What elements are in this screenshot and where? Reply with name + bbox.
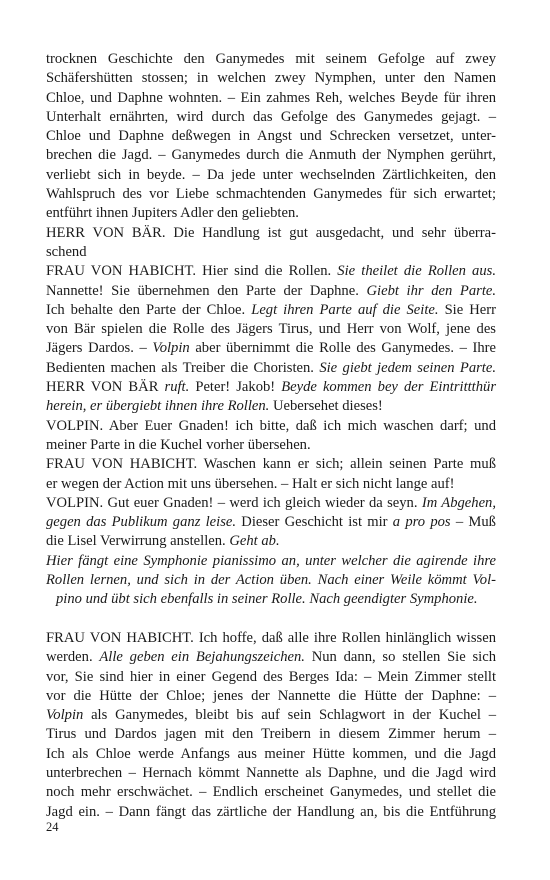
- text-line: [46, 282, 496, 301]
- stage-direction: Giebt ihr den Parte.: [366, 282, 497, 299]
- text-run: brechen die Jagd. – Ganymedes durch die Anmuth der Nymphen gerührt,: [46, 147, 496, 164]
- text-run: Peter! Jakob!: [189, 379, 282, 396]
- text-line: [46, 494, 496, 513]
- text-line: [46, 397, 496, 416]
- text-line: [46, 725, 496, 744]
- text-line: [46, 417, 496, 436]
- text-run: aber übernimmt die Rolle des Ganymedes. – Ihre: [189, 340, 496, 357]
- text-line: [46, 629, 496, 648]
- page-body: [46, 50, 496, 822]
- text-line: [46, 687, 496, 706]
- text-run: Nannette! Sie übernehmen den Parte der Daphne.: [46, 282, 367, 299]
- text-line: [46, 803, 496, 822]
- stage-direction: Rollen lernen, und sich in der Action üben. Nach einer Weile kömmt Vol-: [46, 572, 496, 589]
- text-run: HERR VON BÄR. Die Handlung ist gut ausgedacht, und sehr überra-: [46, 224, 496, 241]
- text-run: Dieser Geschicht ist mir: [236, 514, 393, 531]
- text-line: [46, 552, 496, 571]
- text-line: [46, 648, 496, 667]
- text-run: Unterhalt ernährten, wird durch das Gefolge des Ganymedes gejagt. –: [46, 108, 496, 125]
- text-line: [46, 706, 496, 725]
- text-run: Sie Herr: [438, 301, 496, 318]
- text-line: [46, 301, 496, 320]
- text-line: [46, 668, 496, 687]
- text-run: FRAU VON HABICHT. Ich hoffe, daß alle ihre Rollen hinlänglich wissen: [46, 629, 496, 646]
- text-run: VOLPIN. Aber Euer Gnaden! ich bitte, daß ich mich waschen darf; und: [46, 417, 496, 434]
- text-line: [46, 320, 496, 339]
- text-run: Chloe und Daphne deßwegen in Angst und Schrecken versetzet, unter-: [46, 128, 496, 145]
- text-run: Ich behalte den Parte der Chloe.: [46, 301, 252, 318]
- text-line: [46, 455, 496, 474]
- text-line: [46, 590, 496, 609]
- text-run: Chloe, und Daphne wohnten. – Ein zahmes Reh, welches Beyde für ihren: [46, 89, 496, 106]
- text-run: verliebt sich in beyde. – Da jede unter wechselnden Zärtlichkeiten, den: [46, 166, 496, 183]
- text-run: als Ganymedes, bleibt bis auf sein Schlagwort in der Kuchel –: [83, 707, 496, 724]
- stage-direction: Sie theilet die Rollen aus.: [337, 263, 496, 280]
- text-line: [46, 436, 496, 455]
- text-line: [46, 764, 496, 783]
- stage-direction: gegen das Publikum ganz leise.: [46, 514, 237, 531]
- text-run: Jagd ein. – Dann fängt das zärtliche der Handlung an, bis die Entführung: [46, 803, 496, 820]
- text-run: Nun dann, so stellen Sie sich: [304, 649, 497, 666]
- stage-direction: Sie giebt jedem seinen Parte.: [319, 359, 496, 376]
- text-line: [46, 127, 496, 146]
- text-run: Wahlspruch des vor Liebe schmachtenden Ganymedes für sich erwartet;: [46, 186, 496, 203]
- text-line: [46, 108, 496, 127]
- page-number: 24: [46, 820, 59, 834]
- text-run: unterbrechen – Hernach kömmt Nannette als Daphne, und die Jagd wird: [46, 764, 496, 781]
- text-line: [46, 166, 496, 185]
- text-line: [46, 532, 496, 551]
- text-run: entführt ihnen Jupiters Adler den geliebten.: [46, 205, 299, 222]
- text-run: Uebersehet dieses!: [269, 398, 383, 415]
- text-run: meiner Parte in die Kuchel vorher übersehen.: [46, 436, 311, 453]
- text-run: trocknen Geschichte den Ganymedes mit seinem Gefolge auf zwey: [46, 51, 496, 67]
- text-run: er wegen der Action mit uns übersehen. – Halt er sich nicht lange auf!: [46, 475, 455, 492]
- text-run: Bedienten machen als Treiber die Choristen.: [46, 359, 320, 376]
- stage-direction: Im Abgehen,: [421, 494, 496, 511]
- text-line: [46, 50, 496, 69]
- text-line: [46, 89, 496, 108]
- stage-direction: Geht ab.: [229, 533, 280, 550]
- paragraph-gap: [46, 610, 496, 629]
- stage-direction: Beyde kommen bey der Eintrittthür: [281, 379, 497, 396]
- stage-direction: Hier fängt eine Symphonie pianissimo an, unter welcher die agirende ihre: [46, 552, 496, 569]
- text-run: die Lisel Verwirrung anstellen.: [46, 533, 230, 550]
- text-line: [46, 262, 496, 281]
- text-line: [46, 224, 496, 243]
- text-run: Schäfershütten stossen; in welchen zwey Nymphen, unter den Namen: [46, 70, 496, 87]
- text-line: [46, 185, 496, 204]
- text-line: [46, 243, 496, 262]
- stage-direction: pino und übt sich ebenfalls in seiner Rolle. Nach geendigter Symphonie.: [56, 591, 478, 608]
- text-line: [46, 204, 496, 223]
- text-line: [46, 475, 496, 494]
- text-line: [46, 378, 496, 397]
- text-run: noch mehr erschwächet. – Endlich erscheinet Ganymedes, und stellet die: [46, 784, 496, 801]
- text-run: Jägers Dardos. –: [46, 340, 153, 357]
- text-line: [46, 745, 496, 764]
- stage-direction: Volpin: [152, 340, 190, 357]
- text-line: [46, 69, 496, 88]
- text-run: vor die Hütte der Chloe; jenes der Nannette die Hütte der Daphne: –: [46, 687, 496, 704]
- text-line: [46, 359, 496, 378]
- text-run: schend: [46, 243, 87, 260]
- stage-direction: ruft.: [164, 379, 190, 396]
- text-run: HERR VON BÄR: [46, 379, 165, 396]
- text-run: Ich als Chloe werde Anfangs aus meiner Hütte kommen, und die Jagd: [46, 745, 496, 762]
- text-run: von Bär spielen die Rolle des Jägers Tirus, und Herr von Wolf, jene des: [46, 321, 496, 338]
- text-line: [46, 146, 496, 165]
- stage-direction: a pro pos: [392, 514, 451, 531]
- stage-direction: Legt ihren Parte auf die Seite.: [251, 301, 439, 318]
- stage-direction: herein, er übergiebt ihnen ihre Rollen.: [46, 398, 270, 415]
- text-line: [46, 339, 496, 358]
- text-run: werden.: [46, 649, 100, 666]
- stage-direction: Alle geben ein Bejahungszeichen.: [99, 649, 305, 666]
- text-line: [46, 513, 496, 532]
- text-run: FRAU VON HABICHT. Waschen kann er sich; allein seinen Parte muß: [46, 456, 496, 473]
- text-line: [46, 783, 496, 802]
- text-run: VOLPIN. Gut euer Gnaden! – werd ich gleich wieder da seyn.: [46, 494, 422, 511]
- stage-direction: Volpin: [46, 707, 84, 724]
- text-run: FRAU VON HABICHT. Hier sind die Rollen.: [46, 263, 338, 280]
- text-run: vor, Sie sind hier in einer Gegend des Berges Ida: – Mein Zimmer stellt: [46, 668, 496, 685]
- text-line: [46, 571, 496, 590]
- text-run: Tirus und Dardos jagen mit den Treibern in diesem Zimmer herum –: [46, 726, 496, 743]
- text-run: – Muß: [450, 514, 496, 531]
